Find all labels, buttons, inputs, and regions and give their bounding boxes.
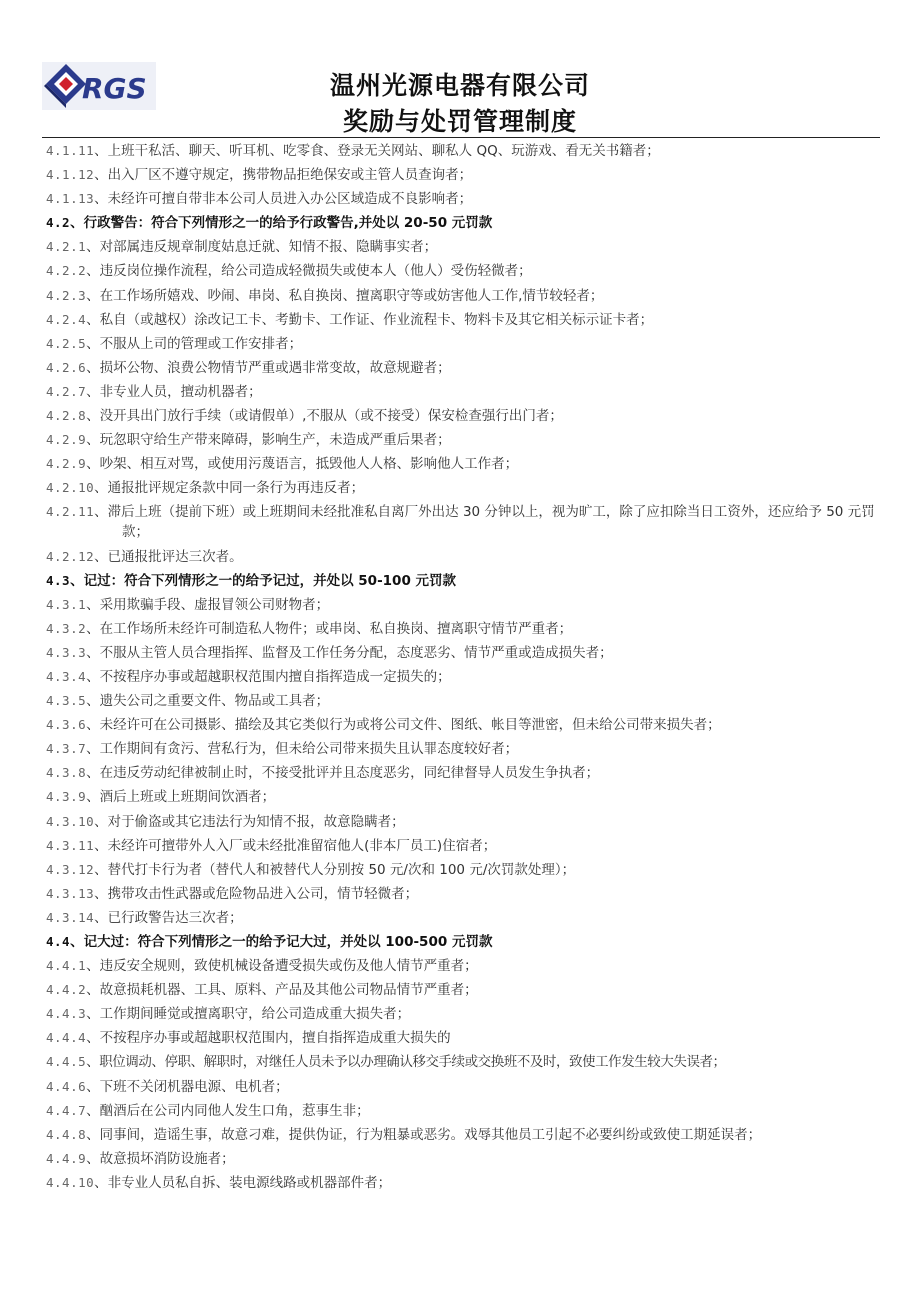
clause-line: 4.3.8、在违反劳动纪律被制止时，不接受批评并且态度恶劣，同纪律督导人员发生争执者； — [46, 765, 600, 782]
clause-line: 4.4.9、故意损坏消防设施者； — [46, 1150, 235, 1167]
clause-line: 4.3.1、采用欺骗手段、虚报冒领公司财物者； — [46, 596, 330, 613]
clause-line: 4.3.12、替代打卡行为者（替代人和被替代人分别按 50 元/次和 100 元/次罚款处理）； — [46, 861, 576, 878]
clause-line: 4.1.13、未经许可擅自带非本公司人员进入办公区域造成不良影响者； — [46, 191, 473, 208]
clause-line: 4.4.2、故意损耗机器、工具、原料、产品及其他公司物品情节严重者； — [46, 982, 478, 999]
clause-line: 4.4.8、同事间，造谣生事，故意刁难，提供伪证，行为粗暴或恶劣。戏辱其他员工引起不必要纠纷或致使工期延误者； — [46, 1126, 762, 1143]
clause-line: 4.2.3、在工作场所嬉戏、吵闹、串岗、私自换岗、擅离职守等或妨害他人工作,情节较轻者； — [46, 287, 604, 304]
clause-line: 4.3.5、遗失公司之重要文件、物品或工具者； — [46, 693, 330, 710]
clause-line: 4.4.3、工作期间睡觉或擅离职守，给公司造成重大损失者； — [46, 1006, 411, 1023]
clause-line: 4.2.8、没开具出门放行手续（或请假单）,不服从（或不接受）保安检查强行出门者； — [46, 408, 563, 425]
clause-line: 4.3.13、携带攻击性武器或危险物品进入公司，情节轻微者； — [46, 885, 419, 902]
document-body — [46, 141, 880, 1197]
clause-line: 4.3.9、酒后上班或上班期间饮酒者； — [46, 789, 276, 806]
section-heading: 4.2、行政警告：符合下列情形之一的给予行政警告,并处以 20-50 元罚款 — [46, 215, 493, 232]
section-heading: 4.3、记过：符合下列情形之一的给予记过，并处以 50-100 元罚款 — [46, 572, 457, 589]
clause-line: 4.3.14、已行政警告达三次者； — [46, 909, 243, 926]
clause-line: 4.2.4、私自（或越权）涂改记工卡、考勤卡、工作证、作业流程卡、物料卡及其它相关标示证卡者； — [46, 311, 654, 328]
clause-line: 4.2.5、不服从上司的管理或工作安排者； — [46, 335, 303, 352]
clause-line: 4.2.2、违反岗位操作流程，给公司造成轻微损失或使本人（他人）受伤轻微者； — [46, 263, 532, 280]
clause-line: 4.4.1、违反安全规则，致使机械设备遭受损失或伤及他人情节严重者； — [46, 958, 478, 975]
clause-line: 4.4.5、职位调动、停职、解职时，对继任人员未予以办理确认移交手续或交换班不及时，致使工作发生较大失误者； — [46, 1054, 726, 1071]
clause-line: 4.4.4、不按程序办事或超越职权范围内，擅自指挥造成重大损失的 — [46, 1030, 451, 1047]
clause-line: 4.3.2、在工作场所未经许可制造私人物件；或串岗、私自换岗、擅离职守情节严重者； — [46, 620, 573, 637]
clause-line: 4.1.11、上班干私活、聊天、听耳机、吃零食、登录无关网站、聊私人 QQ、玩游戏、看无关书籍者； — [46, 143, 660, 159]
clause-line: 4.2.9、玩忽职守给生产带来障碍，影响生产，未造成严重后果者； — [46, 432, 451, 449]
clause-line: 4.1.12、出入厂区不遵守规定，携带物品拒绝保安或主管人员查询者； — [46, 167, 473, 184]
clause-line: 4.4.10、非专业人员私自拆、装电源线路或机器部件者； — [46, 1174, 392, 1191]
logo-text: RGS — [82, 72, 147, 105]
clause-line: 4.3.10、对于偷盗或其它违法行为知情不报，故意隐瞒者； — [46, 813, 405, 830]
document-title: 奖励与处罚管理制度 — [342, 107, 577, 136]
clause-line: 4.3.4、不按程序办事或超越职权范围内擅自指挥造成一定损失的； — [46, 668, 451, 685]
clause-line: 4.2.9、吵架、相互对骂，或使用污蔑语言，抵毁他人人格、影响他人工作者； — [46, 456, 519, 473]
clause-line: 4.2.6、损坏公物、浪费公物情节严重或遇非常变故，故意规避者； — [46, 359, 451, 376]
clause-line: 4.4.7、酗酒后在公司内同他人发生口角，惹事生非； — [46, 1102, 370, 1119]
document-header — [0, 0, 920, 140]
clause-line: 4.2.1、对部属违反规章制度姑息迁就、知情不报、隐瞒事实者； — [46, 239, 438, 256]
clause-line: 4.2.11、滞后上班（提前下班）或上班期间未经批准私自离厂外出达 30 分钟以上，视为旷工，除了应扣除当日工资外，还应给予 50 元罚款； — [46, 504, 875, 541]
clause-line: 4.4.6、下班不关闭机器电源、电机者； — [46, 1078, 289, 1095]
header-divider — [42, 137, 880, 138]
section-heading: 4.4、记大过：符合下列情形之一的给予记大过，并处以 100-500 元罚款 — [46, 934, 493, 950]
clause-line: 4.3.3、不服从主管人员合理指挥、监督及工作任务分配，态度恶劣、情节严重或造成损失者； — [46, 644, 613, 661]
clause-line: 4.3.6、未经许可在公司摄影、描绘及其它类似行为或将公司文件、图纸、帐目等泄密，但未给公司带来损失者； — [46, 717, 721, 734]
clause-line: 4.2.12、已通报批评达三次者。 — [46, 548, 243, 565]
clause-line: 4.2.10、通报批评规定条款中同一条行为再违反者； — [46, 480, 365, 497]
clause-line: 4.3.11、未经许可擅带外人入厂或未经批准留宿他人(非本厂员工)住宿者； — [46, 837, 497, 854]
clause-line: 4.2.7、非专业人员，擅动机器者； — [46, 383, 262, 400]
clause-line: 4.3.7、工作期间有贪污、营私行为，但未给公司带来损失且认罪态度较好者； — [46, 741, 519, 758]
company-name: 温州光源电器有限公司 — [329, 71, 590, 100]
company-logo — [42, 62, 156, 110]
